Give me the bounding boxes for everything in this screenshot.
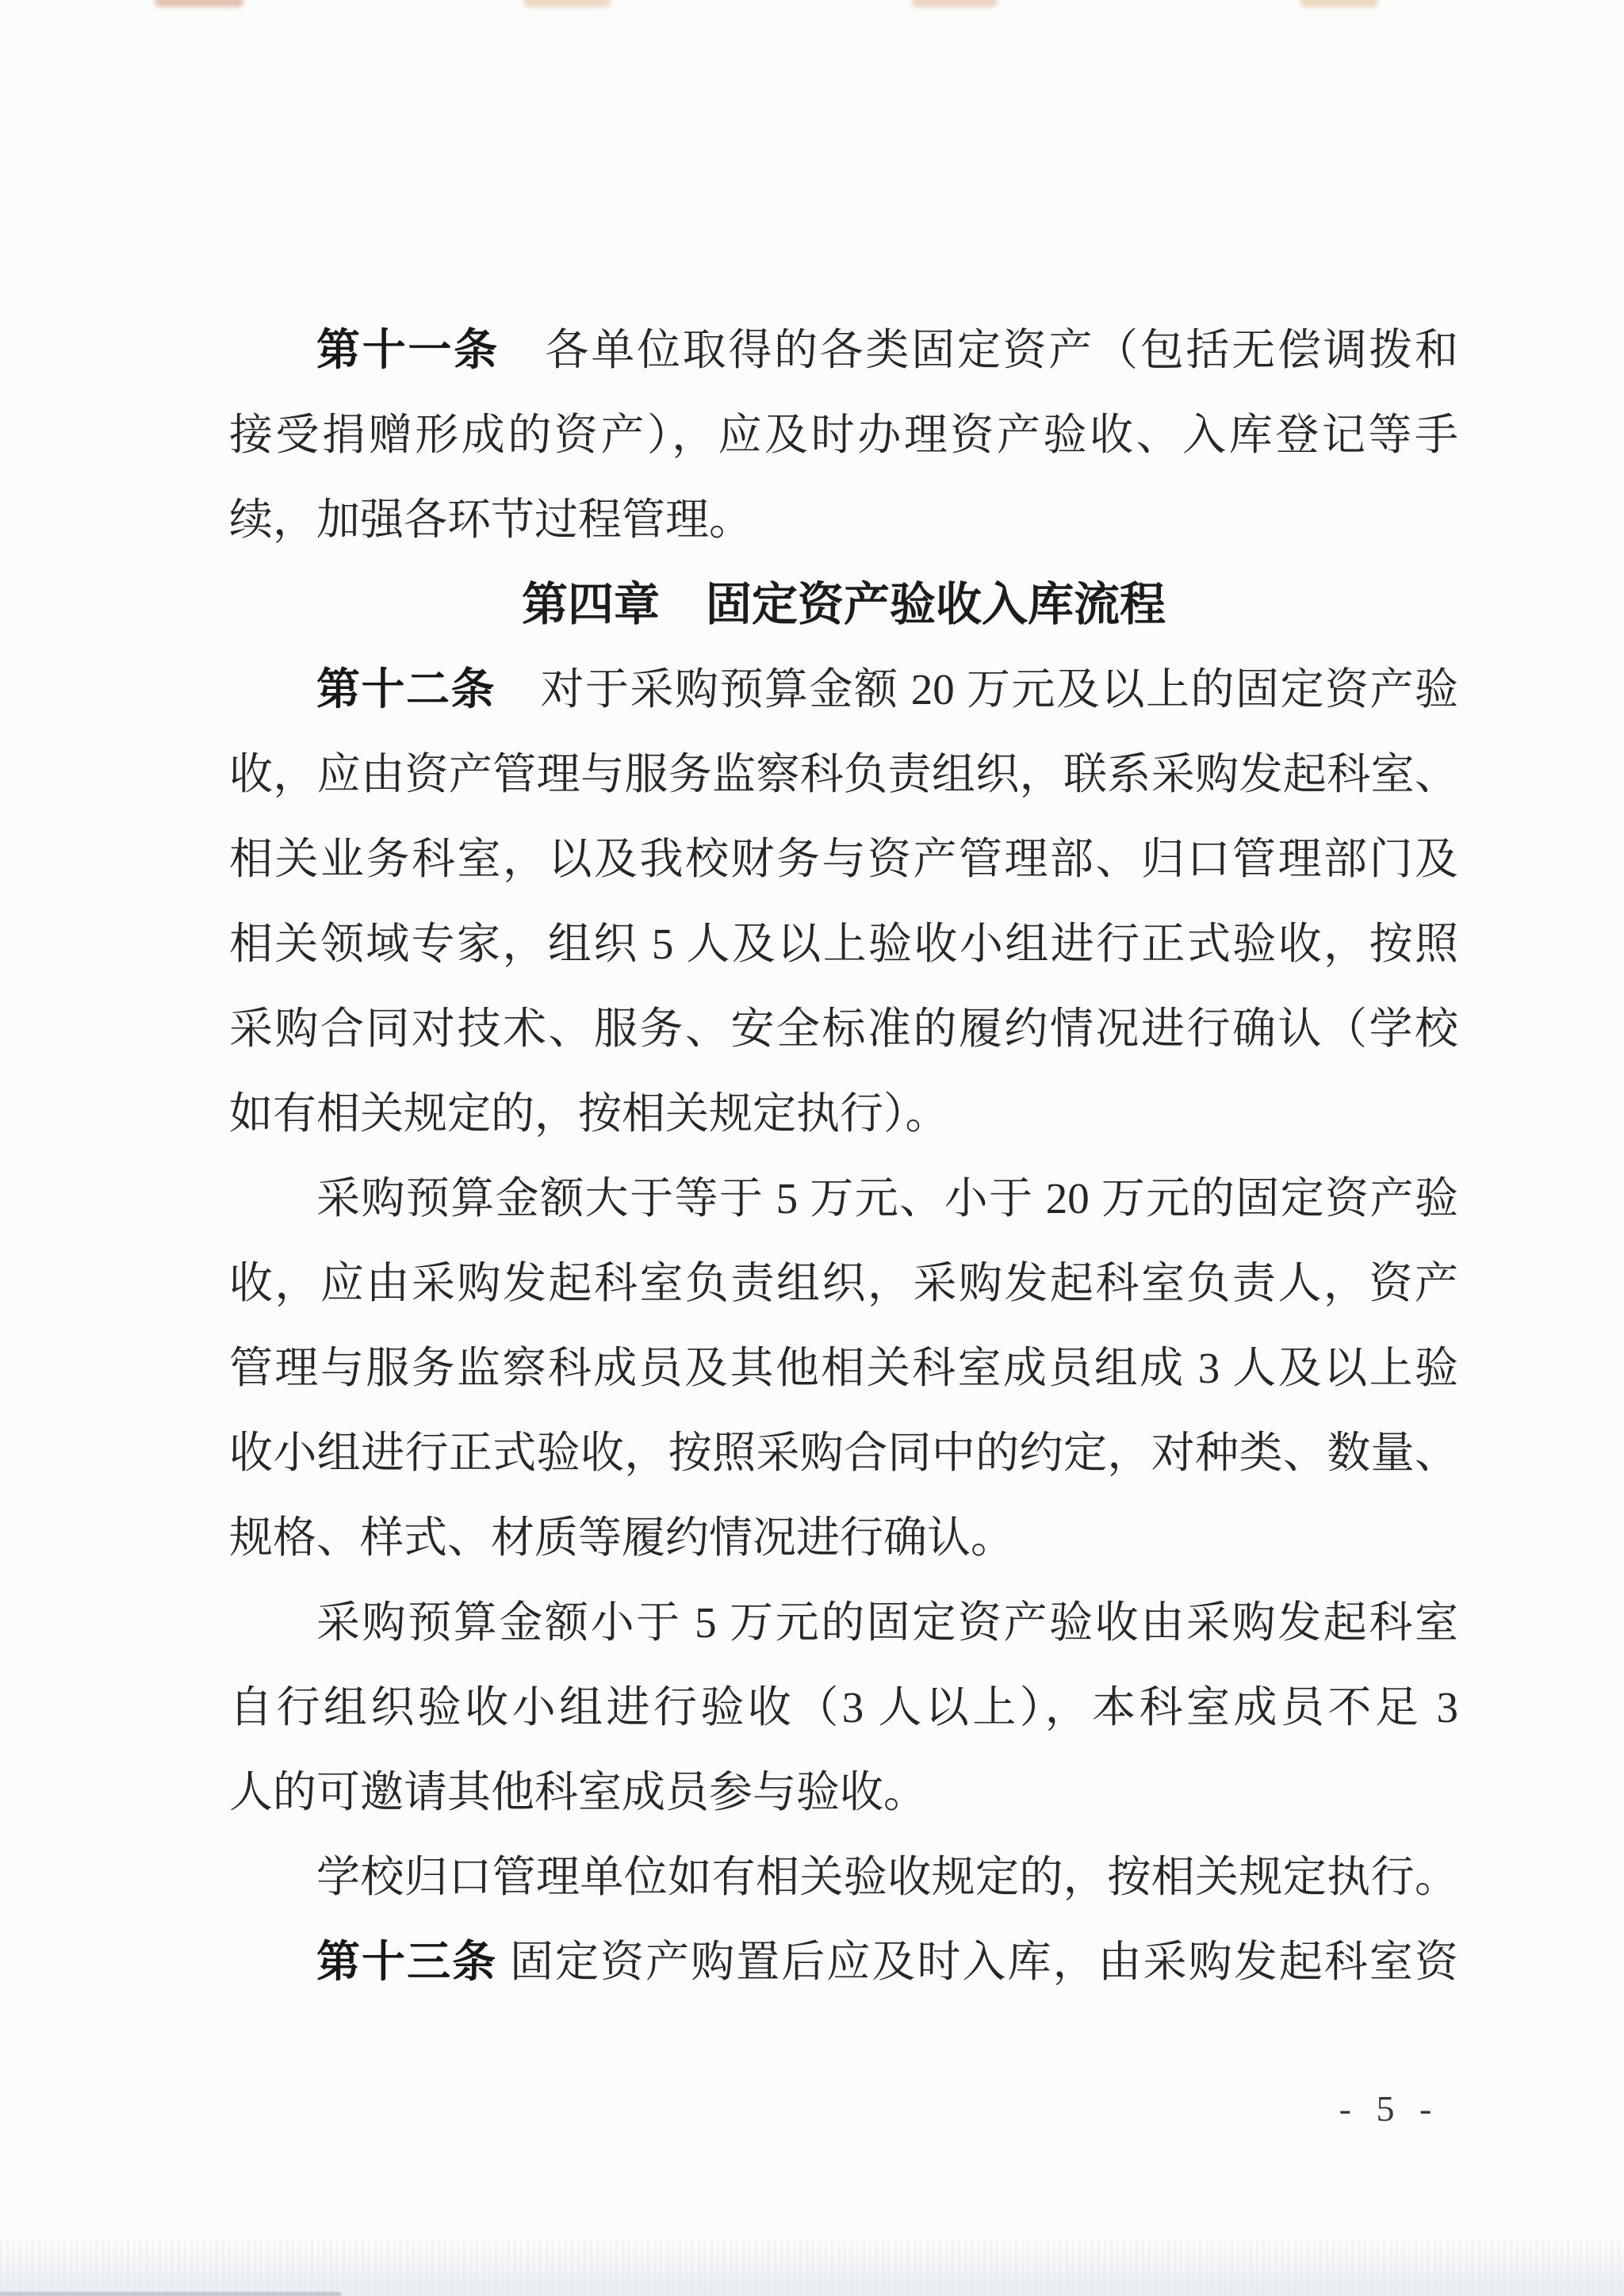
scan-artifact	[155, 0, 243, 7]
article-11-line-3: 续，加强各环节过程管理。	[229, 496, 753, 544]
scan-bottom-shading	[0, 2239, 1624, 2296]
page-number: - 5 -	[1339, 2088, 1440, 2129]
article-12-para-2-line-2: 收，应由采购发起科室负责组织，采购发起科室负责人，资产	[229, 1259, 1458, 1307]
article-number: 第十二条	[316, 665, 496, 714]
article-12-para-3-line-1: 采购预算金额小于 5 万元的固定资产验收由采购发起科室	[316, 1598, 1458, 1647]
article-12-line-1: 第十二条 对于采购预算金额 20 万元及以上的固定资产验	[316, 665, 1458, 714]
article-12-para-3-line-2: 自行组织验收小组进行验收（3 人以上），本科室成员不足 3	[229, 1683, 1458, 1732]
article-12-para-2-line-4: 收小组进行正式验收，按照采购合同中的约定，对种类、数量、	[229, 1429, 1458, 1477]
article-12-para-2-line-3: 管理与服务监察科成员及其他相关科室成员组成 3 人及以上验	[229, 1344, 1458, 1392]
article-number: 第十一条	[316, 326, 500, 374]
article-12-line-4: 相关领域专家，组织 5 人及以上验收小组进行正式验收，按照	[229, 920, 1458, 968]
article-12-line-6: 如有相关规定的，按相关规定执行）。	[229, 1089, 949, 1138]
article-12-para-3-line-3: 人的可邀请其他科室成员参与验收。	[229, 1768, 928, 1816]
article-12-line-5: 采购合同对技术、服务、安全标准的履约情况进行确认（学校	[229, 1004, 1458, 1053]
scan-artifact	[1300, 0, 1378, 7]
article-11-line-2: 接受捐赠形成的资产），应及时办理资产验收、入库登记等手	[229, 411, 1458, 459]
article-12-para-4-line-1: 学校归口管理单位如有相关验收规定的，按相关规定执行。	[316, 1853, 1458, 1901]
article-11-line-1: 第十一条 各单位取得的各类固定资产（包括无偿调拨和	[316, 326, 1458, 374]
article-12-line-3: 相关业务科室，以及我校财务与资产管理部、归口管理部门及	[229, 835, 1458, 883]
chapter-heading: 第四章 固定资产验收入库流程	[521, 579, 1166, 630]
scan-bottom-edge-artifact	[0, 2292, 341, 2296]
scan-artifact	[912, 0, 998, 7]
scan-artifact	[523, 0, 611, 7]
document-body	[229, 308, 1458, 2004]
article-12-line-2: 收，应由资产管理与服务监察科负责组织，联系采购发起科室、	[229, 750, 1458, 798]
article-13-line-1: 第十三条 固定资产购置后应及时入库，由采购发起科室资	[316, 1938, 1458, 1986]
article-12-para-2-line-5: 规格、样式、材质等履约情况进行确认。	[229, 1513, 1015, 1562]
article-12-para-2-line-1: 采购预算金额大于等于 5 万元、小于 20 万元的固定资产验	[316, 1174, 1458, 1223]
article-number: 第十三条	[316, 1938, 498, 1986]
